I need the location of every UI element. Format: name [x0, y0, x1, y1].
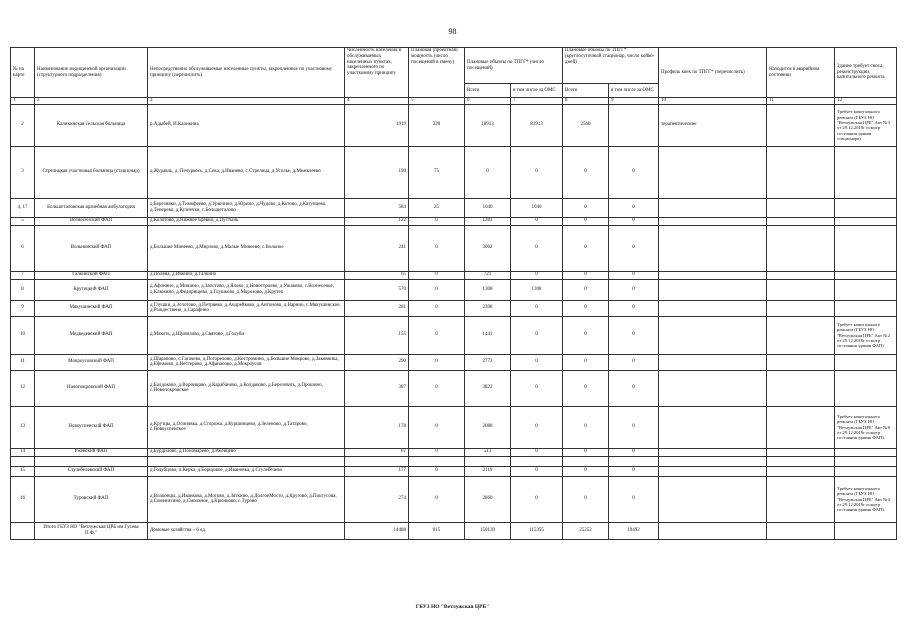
row-beds-oms: 0	[609, 476, 659, 522]
row-visits-oms: 0	[511, 354, 563, 370]
row-emergency	[767, 146, 835, 198]
row-population: 65	[345, 271, 409, 279]
row-organization: Туровский ФАП	[35, 476, 148, 522]
row-visits	[465, 456, 511, 466]
row-visits-oms: 0	[511, 271, 563, 279]
row-villages: д.Голубцово, п.Керка, д.Борщовое, д.Ивановка, д.Стулебелево	[148, 466, 345, 476]
table-row	[11, 279, 897, 300]
page-number: 98	[448, 27, 457, 36]
row-number: 2	[11, 104, 35, 146]
row-beds: 0	[563, 476, 609, 522]
row-beds-oms: 0	[609, 271, 659, 279]
table-row	[11, 225, 897, 271]
row-bed-profile	[659, 225, 767, 271]
row-visits: 513	[465, 448, 511, 456]
row-visits: 3822	[465, 370, 511, 406]
facilities-table	[10, 47, 897, 540]
total-extra: Домовые хозяйства – 6 ед.	[148, 522, 345, 539]
row-beds-oms: 0	[609, 198, 659, 217]
row-organization: Вольнинский ФАП	[35, 225, 148, 271]
row-beds-oms: 0	[609, 217, 659, 225]
col-number: 9	[609, 98, 659, 105]
row-beds: 0	[563, 354, 609, 370]
table-row	[11, 146, 897, 198]
row-beds: 0	[563, 316, 609, 354]
row-beds-oms: 0	[609, 225, 659, 271]
table-row	[11, 316, 897, 354]
row-organization: Каликинская сельская больница	[35, 104, 148, 146]
row-number: 8	[11, 279, 35, 300]
row-capacity: 0	[409, 406, 465, 448]
row-villages: д.Шарапово, с.Гагачево, д.Погорелово, д.Костромино, д.Большие Мокрово, д.Заковника, д.Ефимово, д.Нестерово, д.Афанасово, д.Мокроусов	[148, 354, 345, 370]
row-beds-oms: 0	[609, 466, 659, 476]
table-row	[11, 271, 897, 279]
row-organization: Мокроусовский ФАП	[35, 354, 148, 370]
row-villages: д.Березняки, д.Тимофеево, д.Урюпино, д.Юрино, д.Чудово, д.Котово, д.Катунцево, д.Тенерево, д.Кузнечки, с.Большеталово	[148, 198, 345, 217]
header-visits-plan: Плановые объемы по ТПГГ* (число посещений)	[465, 48, 563, 84]
row-visits-oms: 0	[511, 225, 563, 271]
row-villages: д.Поляна, д.Ивкино, д.Галкино	[148, 271, 345, 279]
header-map-number: № на карте	[11, 48, 35, 98]
row-number: 15	[11, 466, 35, 476]
total-beds: 25252	[563, 522, 609, 539]
header-villages: Непосредственно обслуживаемые населенные пункты, закрепленные по участковому принципу (перечислить)	[148, 48, 345, 98]
row-repair	[835, 370, 897, 406]
row-capacity: 0	[409, 354, 465, 370]
row-repair: Требует капитального ремонта (ГБУЗ НО "Ветлужская ЦРБ" Акт №4 от 29.12.2018г осмотр состояния здания ФАП)	[835, 476, 897, 522]
row-villages: д.Афонино, д.Мишино, д.Заостово, д.Ялово, д.Новостроево, д.Ушаково, с.Вознесенье, д.Клюкино, д.Федорищево, д.Глушково, д.Морозово, д.Крутец	[148, 279, 345, 300]
row-visits: 721	[465, 271, 511, 279]
row-visits-oms: 0	[511, 217, 563, 225]
row-visits: 1040	[465, 198, 511, 217]
row-visits-oms: 0	[511, 406, 563, 448]
col-number: 3	[148, 98, 345, 105]
row-bed-profile	[659, 354, 767, 370]
total-capacity: 915	[409, 522, 465, 539]
row-population: 155	[345, 316, 409, 354]
row-villages: р.Адыбей, И.Каликина	[148, 104, 345, 146]
row-emergency	[767, 448, 835, 456]
row-number: 5	[11, 217, 35, 225]
header-visits-oms: в том числе за ОМС	[511, 84, 563, 98]
row-repair	[835, 466, 897, 476]
table-row	[11, 466, 897, 476]
column-number-row	[11, 98, 897, 105]
col-number: 1	[11, 98, 35, 105]
row-beds: 0	[563, 300, 609, 316]
row-villages: д.Бурдилово, д.Пономарево, д.Ржевцево	[148, 448, 345, 456]
row-repair	[835, 456, 897, 466]
row-organization: Крутецкий ФАП	[35, 279, 148, 300]
col-number: 7	[511, 98, 563, 105]
row-emergency	[767, 198, 835, 217]
row-emergency	[767, 104, 835, 146]
row-population: 177	[345, 466, 409, 476]
header-emergency: Находится в аварийном состоянии	[767, 48, 835, 98]
row-number: 6	[11, 225, 35, 271]
row-beds-oms: 0	[609, 316, 659, 354]
row-repair: Требует капитального ремонта (ГБУЗ НО "Ветлужская ЦРБ" Акт №2 от 29.12.2018г осмотр состояния здания ФАП)	[835, 316, 897, 354]
header-bed-profile: Профиль коек по ТПГГ* (перечислить)	[659, 48, 767, 98]
row-number: 16	[11, 476, 35, 522]
row-beds: 2560	[563, 104, 609, 146]
row-organization: Стрелицкая участковая больница (стационар)	[35, 146, 148, 198]
row-capacity: 0	[409, 217, 465, 225]
row-population: 584	[345, 198, 409, 217]
row-population: 178	[345, 406, 409, 448]
row-bed-profile	[659, 217, 767, 225]
total-population: 14488	[345, 522, 409, 539]
row-capacity: 0	[409, 300, 465, 316]
row-emergency	[767, 354, 835, 370]
row-repair	[835, 146, 897, 198]
row-organization: Мякушинский ФАП	[35, 300, 148, 316]
row-emergency	[767, 300, 835, 316]
row-population: 190	[345, 146, 409, 198]
table-row	[11, 476, 897, 522]
row-beds: 0	[563, 198, 609, 217]
row-organization: Новопокровский ФАП	[35, 370, 148, 406]
row-bed-profile	[659, 476, 767, 522]
row-emergency	[767, 456, 835, 466]
row-bed-profile	[659, 456, 767, 466]
row-repair	[835, 217, 897, 225]
col-number: 2	[35, 98, 148, 105]
row-beds	[563, 456, 609, 466]
row-bed-profile	[659, 448, 767, 456]
row-repair	[835, 271, 897, 279]
row-population: 122	[345, 217, 409, 225]
header-organization: Наименование медицинской организации (структурного подразделения)	[35, 48, 148, 98]
row-emergency	[767, 225, 835, 271]
row-capacity: 0	[409, 466, 465, 476]
row-capacity: 0	[409, 370, 465, 406]
row-beds-oms: 0	[609, 300, 659, 316]
row-beds: 0	[563, 217, 609, 225]
row-capacity: 0	[409, 225, 465, 271]
table-row	[11, 406, 897, 448]
row-bed-profile	[659, 271, 767, 279]
table-row	[11, 217, 897, 225]
row-bed-profile	[659, 198, 767, 217]
row-visits-oms: 0	[511, 476, 563, 522]
header-row	[11, 48, 897, 84]
header-visits-total: Всего	[465, 84, 511, 98]
header-beds-total: Всего	[563, 84, 609, 98]
header-capacity: Плановая (проектная) мощность (число посещений в смену)	[409, 48, 465, 98]
row-beds-oms: 0	[609, 406, 659, 448]
row-beds-oms: 0	[609, 279, 659, 300]
footer-organization: ГБУЗ НО "Ветлужская ЦРБ"	[415, 604, 490, 610]
row-emergency	[767, 217, 835, 225]
row-villages: д.Глушки, д.Золотово, д.Петряево, д.Андрейково, д.Антоново, д.Варино, с.Мякушинское, д.Рождествено, д.Сарафино	[148, 300, 345, 316]
row-villages: д.Балдоково, д.Воронцово, д.Карабаново, д.Колдаково, д.Березовать, д.Прошино, с.Новопокровское	[148, 370, 345, 406]
header-beds-plan: Плановые объемы по ТПГГ* (круглосуточный стационар, число койко-дней)	[563, 48, 659, 84]
row-capacity: 0	[409, 279, 465, 300]
row-population: 290	[345, 354, 409, 370]
row-beds-oms: 0	[609, 370, 659, 406]
row-organization: Галкинский ФАП	[35, 271, 148, 279]
row-beds-oms: 0	[609, 354, 659, 370]
row-capacity	[409, 456, 465, 466]
row-visits-oms: 0	[511, 316, 563, 354]
row-villages: д.Колотово, д.Нижнее Бревно, д.Пустынь	[148, 217, 345, 225]
row-bed-profile	[659, 370, 767, 406]
col-number: 4	[345, 98, 409, 105]
row-beds: 0	[563, 448, 609, 456]
row-capacity: 25	[409, 198, 465, 217]
row-number: 4, 17	[11, 198, 35, 217]
row-capacity: 0	[409, 448, 465, 456]
row-repair	[835, 354, 897, 370]
table-row	[11, 198, 897, 217]
row-beds: 0	[563, 370, 609, 406]
row-emergency	[767, 271, 835, 279]
row-bed-profile	[659, 316, 767, 354]
row-number: 11	[11, 354, 35, 370]
row-repair	[835, 448, 897, 456]
total-row	[11, 522, 897, 539]
row-population: 67	[345, 448, 409, 456]
table-row	[11, 370, 897, 406]
row-villages: д.Журавль, д. Печуркось, д.Сека, д.Иванево, с.Стрелица, д.Усолье, д.Межклеево	[148, 146, 345, 198]
row-capacity: 0	[409, 476, 465, 522]
row-visits-oms: 0	[511, 448, 563, 456]
row-repair	[835, 279, 897, 300]
row-visits: 2088	[465, 406, 511, 448]
row-number: 10	[11, 316, 35, 354]
table-row	[11, 300, 897, 316]
total-visits-oms: 115355	[511, 522, 563, 539]
col-number: 6	[465, 98, 511, 105]
row-number: 3	[11, 146, 35, 198]
row-beds: 0	[563, 279, 609, 300]
row-visits: 1308	[465, 279, 511, 300]
row-visits-oms: 0	[511, 466, 563, 476]
row-beds: 0	[563, 466, 609, 476]
row-villages: д.Волконцы, д.Иванкова, д.Мотово, д.Зяткино, д.ДолгоеМосто, д.Кругово, д.Поктусова, д.Семенихино, д.Смоляное, д.Крючково, с.Турово	[148, 476, 345, 522]
row-bed-profile	[659, 466, 767, 476]
row-beds: 0	[563, 225, 609, 271]
total-label: Итого ГБУЗ НО "Ветлужская ЦРБ им Гусева П.Ф."	[35, 522, 148, 539]
row-population: 281	[345, 300, 409, 316]
row-population: 274	[345, 476, 409, 522]
row-population: 570	[345, 279, 409, 300]
row-villages: д.Мякоть, д.Шумилово, д.Святово, д.Голуби	[148, 316, 345, 354]
row-beds: 0	[563, 406, 609, 448]
row-visits-oms: 81913	[511, 104, 563, 146]
row-organization: Большеталовская врачебная амбулатория	[35, 198, 148, 217]
row-repair: Требует капитального ремонта (ГБУЗ НО "Ветлужская ЦРБ" Акт №3 от 29.12.2018г осмотр состояния здания стационара)	[835, 104, 897, 146]
row-number: 9	[11, 300, 35, 316]
table-row	[11, 104, 897, 146]
row-visits: 2398	[465, 300, 511, 316]
row-population: 1919	[345, 104, 409, 146]
row-bed-profile	[659, 406, 767, 448]
row-number: 7	[11, 271, 35, 279]
header-population: Численность населения в обслуживаемых населенных пунктах, закрепленного по участковому принципу	[345, 48, 409, 98]
row-number: 12	[11, 370, 35, 406]
row-beds-oms	[609, 456, 659, 466]
row-visits: 2119	[465, 466, 511, 476]
table-row	[11, 448, 897, 456]
row-capacity: 0	[409, 316, 465, 354]
row-villages: д.Большие Минеево, д.Мирзово, д.Малые Минеево, с.Вольное	[148, 225, 345, 271]
row-organization: Новоуспенский ФАП	[35, 406, 148, 448]
row-visits: 1441	[465, 316, 511, 354]
row-visits: 2860	[465, 476, 511, 522]
row-number	[11, 456, 35, 466]
row-beds: 0	[563, 146, 609, 198]
row-repair	[835, 198, 897, 217]
row-population: 241	[345, 225, 409, 271]
row-visits: 0	[465, 146, 511, 198]
total-beds-oms: 19492	[609, 522, 659, 539]
row-beds: 0	[563, 271, 609, 279]
total-visits: 150139	[465, 522, 511, 539]
row-visits: 1281	[465, 217, 511, 225]
row-visits-oms: 0	[511, 146, 563, 198]
row-beds-oms	[609, 104, 659, 146]
row-repair	[835, 300, 897, 316]
row-emergency	[767, 466, 835, 476]
row-visits-oms	[511, 456, 563, 466]
row-capacity: 320	[409, 104, 465, 146]
row-organization	[35, 456, 148, 466]
row-bed-profile: терапевтические	[659, 104, 767, 146]
row-number: 13	[11, 406, 35, 448]
row-emergency	[767, 476, 835, 522]
row-population	[345, 456, 409, 466]
table-row	[11, 354, 897, 370]
row-number: 14	[11, 448, 35, 456]
row-bed-profile	[659, 300, 767, 316]
row-villages: д.Крутцы, д.Осиновка, д.Сторожа, д.Куршинцево, д.Зеленово, д.Татарово, с.Новоуспенское	[148, 406, 345, 448]
row-beds-oms: 0	[609, 448, 659, 456]
row-visits-oms: 1040	[511, 198, 563, 217]
row-visits-oms: 0	[511, 300, 563, 316]
row-visits: 3062	[465, 225, 511, 271]
row-villages	[148, 456, 345, 466]
col-number: 8	[563, 98, 609, 105]
row-capacity: 75	[409, 146, 465, 198]
row-visits-oms: 1308	[511, 279, 563, 300]
row-visits: 2772	[465, 354, 511, 370]
row-repair	[835, 225, 897, 271]
row-repair: Требует капитального ремонта (ГБУЗ НО "Ветлужская ЦРБ" Акт №8 от 29.12.2018г осмотр состояния здания ФАП)	[835, 406, 897, 448]
row-emergency	[767, 370, 835, 406]
row-visits: 18913	[465, 104, 511, 146]
col-number: 10	[659, 98, 767, 105]
row-emergency	[767, 406, 835, 448]
table-row	[11, 456, 897, 466]
col-number: 11	[767, 98, 835, 105]
row-visits-oms: 0	[511, 370, 563, 406]
row-emergency	[767, 279, 835, 300]
row-emergency	[767, 316, 835, 354]
row-organization: Медведевский ФАП	[35, 316, 148, 354]
row-bed-profile	[659, 146, 767, 198]
header-beds-oms: в том числе за ОМС	[609, 84, 659, 98]
row-capacity: 0	[409, 271, 465, 279]
header-repair: Здание требует сноса, реконструкции, капитального ремонта	[835, 48, 897, 98]
row-organization: Стулебелевский ФАП	[35, 466, 148, 476]
row-bed-profile	[659, 279, 767, 300]
col-number: 12	[835, 98, 897, 105]
row-population: 387	[345, 370, 409, 406]
row-organization: Ржевский ФАП	[35, 448, 148, 456]
row-organization: Вознесенский ФАП	[35, 217, 148, 225]
col-number: 5	[409, 98, 465, 105]
row-beds-oms: 0	[609, 146, 659, 198]
